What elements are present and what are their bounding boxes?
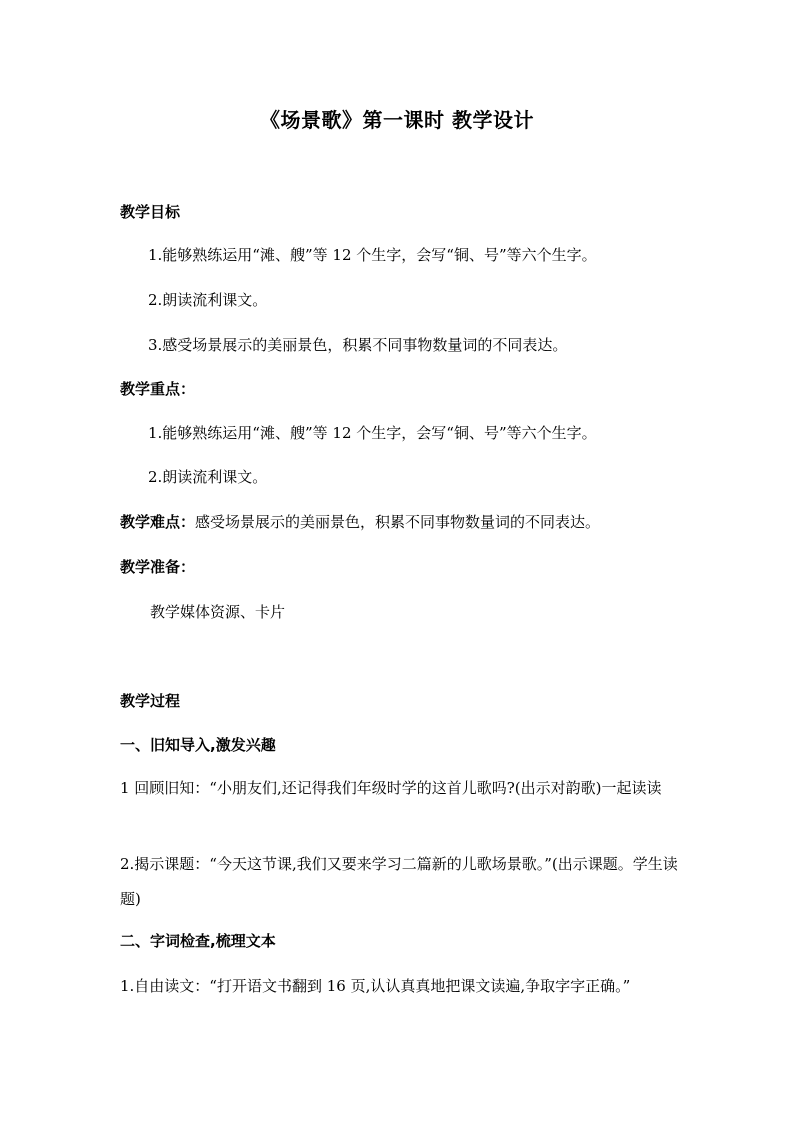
section2-heading: 二、字词检查,梳理文本 [120,932,276,950]
objective-item: 2.朗读流利课文。 [148,291,268,309]
section2-item1: 1.自由读文：“打开语文书翻到 16 页,认认真真地把课文读遍,争取字字正确。” [120,977,631,995]
difficulty-line [120,511,600,533]
preparation-text: 教学媒体资源、卡片 [150,603,286,621]
section1-item1: 1 回顾旧知：“小朋友们,还记得我们年级时学的这首儿歌吗?(出示对韵歌)一起读读 [120,779,662,797]
objective-item: 3.感受场景展示的美丽景色，积累不同事物数量词的不同表达。 [148,336,568,354]
process-heading: 教学过程 [120,692,181,710]
objective-item: 1.能够熟练运用“滩、艘”等 12 个生字，会写“铜、号”等六个生字。 [148,246,597,264]
difficulty-text: 感受场景展示的美丽景色，积累不同事物数量词的不同表达。 [195,513,601,531]
objectives-heading: 教学目标 [120,203,181,221]
key-points-heading: 教学重点： [120,380,196,398]
page-title: 《场景歌》第一课时 教学设计 [260,108,534,132]
difficulty-heading: 教学难点： [120,513,196,531]
preparation-heading: 教学准备： [120,558,196,576]
key-point-item: 2.朗读流利课文。 [148,468,268,486]
key-point-item: 1.能够熟练运用“滩、艘”等 12 个生字，会写“铜、号”等六个生字。 [148,424,597,442]
section1-item2: 2.揭示课题：“今天这节课,我们又要来学习二篇新的儿歌场景歌。”(出示课题。学生读题) [120,855,678,908]
section1-heading: 一、旧知导入,激发兴趣 [120,736,276,754]
